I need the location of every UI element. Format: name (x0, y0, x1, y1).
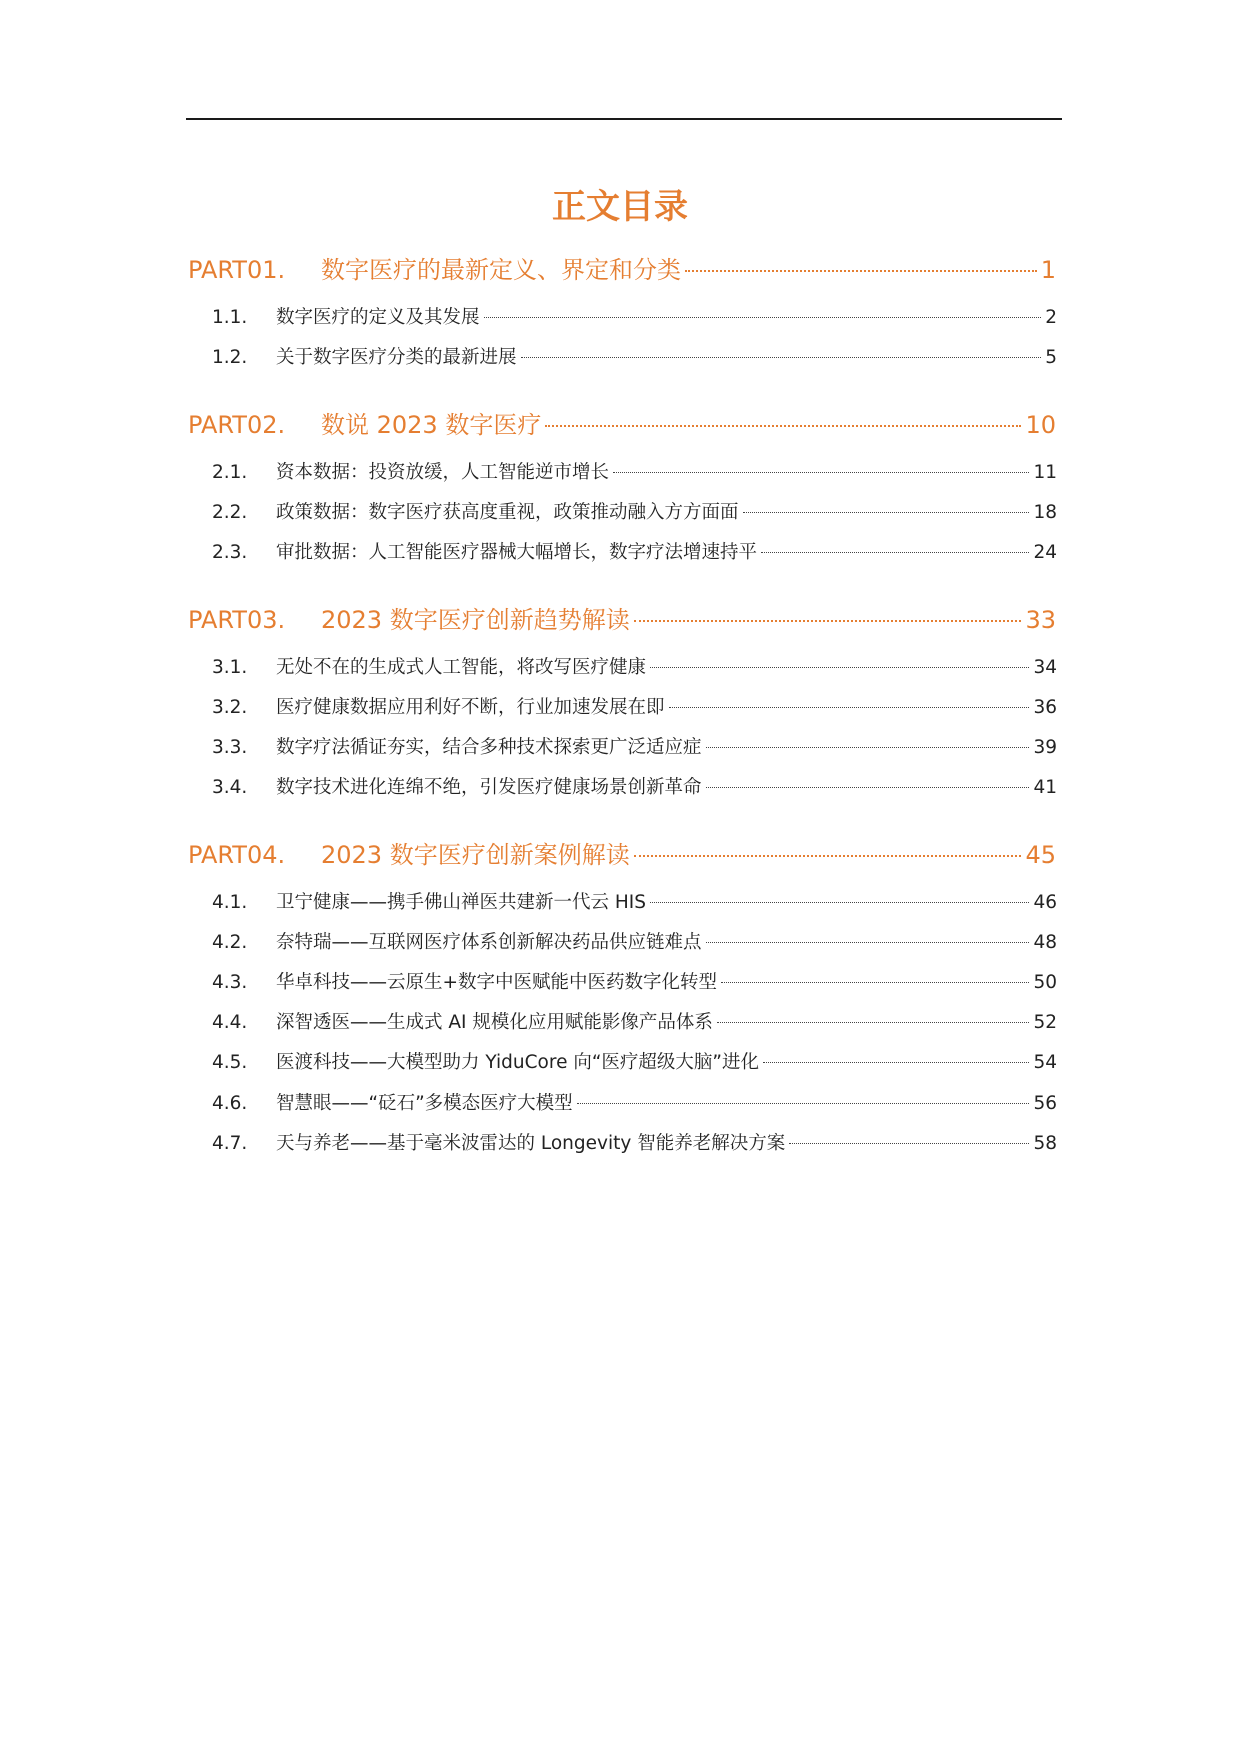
toc-subsection-entry[interactable] (212, 457, 1057, 489)
toc-entry-page: 24 (1033, 542, 1057, 563)
toc-entry-page: 5 (1045, 347, 1057, 368)
toc-part-entry[interactable] (188, 405, 1056, 445)
toc-entry-title: 医渡科技——大模型助力 YiduCore 向“医疗超级大脑”进化 (276, 1052, 759, 1073)
toc-entry-number: PART02. (188, 411, 286, 439)
dot-leader (613, 472, 1029, 473)
toc-entry-title: 智慧眼——“砭石”多模态医疗大模型 (276, 1093, 573, 1114)
toc-entry-title: 深智透医——生成式 AI 规模化应用赋能影像产品体系 (276, 1012, 713, 1033)
dot-leader (761, 552, 1029, 553)
toc-entry-title: 数字医疗的定义及其发展 (276, 307, 480, 328)
toc-entry-title: 政策数据：数字医疗获高度重视，政策推动融入方方面面 (276, 502, 739, 523)
toc-entry-page: 36 (1033, 697, 1057, 718)
toc-entry-number: 2.3. (212, 542, 248, 563)
toc-entry-page: 50 (1033, 972, 1057, 993)
toc-entry-number: 4.2. (212, 932, 248, 953)
toc-part-entry[interactable] (188, 600, 1056, 640)
toc-entry-title: 无处不在的生成式人工智能，将改写医疗健康 (276, 657, 647, 678)
toc-entry-title: 天与养老——基于毫米波雷达的 Longevity 智能养老解决方案 (276, 1133, 786, 1154)
toc-entry-title: 资本数据：投资放缓，人工智能逆市增长 (276, 462, 610, 483)
toc-entry-title: 2023 数字医疗创新趋势解读 (321, 606, 630, 634)
toc-subsection-entry[interactable] (212, 652, 1057, 684)
header-rule (186, 118, 1062, 120)
dot-leader (634, 855, 1022, 857)
toc-entry-page: 46 (1033, 892, 1057, 913)
toc-entry-number: 3.1. (212, 657, 248, 678)
dot-leader (789, 1143, 1029, 1144)
toc-entry-page: 54 (1033, 1052, 1057, 1073)
toc-subsection-entry[interactable] (212, 342, 1057, 374)
toc-entry-page: 1 (1040, 256, 1056, 284)
dot-leader (706, 942, 1030, 943)
toc-entry-title: 卫宁健康——携手佛山禅医共建新一代云 HIS (276, 892, 646, 913)
toc-part-entry[interactable] (188, 250, 1056, 290)
toc-entry-title: 华卓科技——云原生+数字中医赋能中医药数字化转型 (276, 972, 718, 993)
dot-leader (763, 1062, 1029, 1063)
toc-entry-page: 34 (1033, 657, 1057, 678)
toc-entry-number: 1.1. (212, 307, 248, 328)
toc-entry-page: 45 (1025, 841, 1056, 869)
toc-entry-page: 33 (1025, 606, 1056, 634)
dot-leader (706, 747, 1030, 748)
toc-entry-title: 数说 2023 数字医疗 (321, 411, 542, 439)
toc-entry-page: 52 (1033, 1012, 1057, 1033)
toc-entry-number: 3.2. (212, 697, 248, 718)
dot-leader (743, 512, 1030, 513)
dot-leader (521, 357, 1042, 358)
toc-subsection-entry[interactable] (212, 497, 1057, 529)
toc-entry-page: 18 (1033, 502, 1057, 523)
toc-entry-title: 奈特瑞——互联网医疗体系创新解决药品供应链难点 (276, 932, 702, 953)
toc-entry-title: 数字医疗的最新定义、界定和分类 (321, 256, 681, 284)
toc-entry-number: 2.1. (212, 462, 248, 483)
toc-entry-title: 审批数据：人工智能医疗器械大幅增长，数字疗法增速持平 (276, 542, 758, 563)
toc-entry-page: 48 (1033, 932, 1057, 953)
toc-entry-number: 4.7. (212, 1133, 248, 1154)
toc-entry-number: 3.3. (212, 737, 248, 758)
dot-leader (484, 317, 1042, 318)
toc-entry-number: 4.6. (212, 1093, 248, 1114)
toc-entry-title: 关于数字医疗分类的最新进展 (276, 347, 517, 368)
toc-subsection-entry[interactable] (212, 1088, 1057, 1120)
toc-entry-page: 10 (1025, 411, 1056, 439)
toc-part-entry[interactable] (188, 835, 1056, 875)
toc-entry-number: PART01. (188, 256, 286, 284)
toc-entry-page: 56 (1033, 1093, 1057, 1114)
toc-subsection-entry[interactable] (212, 1007, 1057, 1039)
toc-subsection-entry[interactable] (212, 692, 1057, 724)
dot-leader (545, 425, 1021, 427)
toc-entry-number: 4.5. (212, 1052, 248, 1073)
toc-subsection-entry[interactable] (212, 1128, 1057, 1160)
toc-subsection-entry[interactable] (212, 302, 1057, 334)
toc-subsection-entry[interactable] (212, 1047, 1057, 1079)
dot-leader (634, 620, 1022, 622)
toc-entry-number: 4.1. (212, 892, 248, 913)
toc-entry-title: 2023 数字医疗创新案例解读 (321, 841, 630, 869)
toc-entry-title: 数字技术进化连绵不绝，引发医疗健康场景创新革命 (276, 777, 702, 798)
dot-leader (685, 270, 1037, 272)
toc-entry-page: 2 (1045, 307, 1057, 328)
toc-entry-page: 41 (1033, 777, 1057, 798)
toc-entry-number: 2.2. (212, 502, 248, 523)
toc-subsection-entry[interactable] (212, 967, 1057, 999)
toc-entry-page: 11 (1033, 462, 1057, 483)
dot-leader (669, 707, 1030, 708)
toc-entry-number: 4.4. (212, 1012, 248, 1033)
toc-subsection-entry[interactable] (212, 537, 1057, 569)
toc-entry-number: 4.3. (212, 972, 248, 993)
dot-leader (577, 1103, 1030, 1104)
toc-entry-title: 数字疗法循证夯实，结合多种技术探索更广泛适应症 (276, 737, 702, 758)
toc-title: 正文目录 (552, 187, 688, 227)
toc-entry-number: 3.4. (212, 777, 248, 798)
dot-leader (721, 982, 1029, 983)
toc-entry-page: 58 (1033, 1133, 1057, 1154)
toc-subsection-entry[interactable] (212, 887, 1057, 919)
dot-leader (650, 667, 1029, 668)
toc-entry-number: PART03. (188, 606, 286, 634)
dot-leader (650, 902, 1029, 903)
toc-subsection-entry[interactable] (212, 772, 1057, 804)
toc-subsection-entry[interactable] (212, 732, 1057, 764)
toc-entry-number: PART04. (188, 841, 286, 869)
toc-subsection-entry[interactable] (212, 927, 1057, 959)
toc-entry-title: 医疗健康数据应用利好不断，行业加速发展在即 (276, 697, 665, 718)
dot-leader (706, 787, 1030, 788)
dot-leader (717, 1022, 1030, 1023)
toc-entry-page: 39 (1033, 737, 1057, 758)
toc-entry-number: 1.2. (212, 347, 248, 368)
